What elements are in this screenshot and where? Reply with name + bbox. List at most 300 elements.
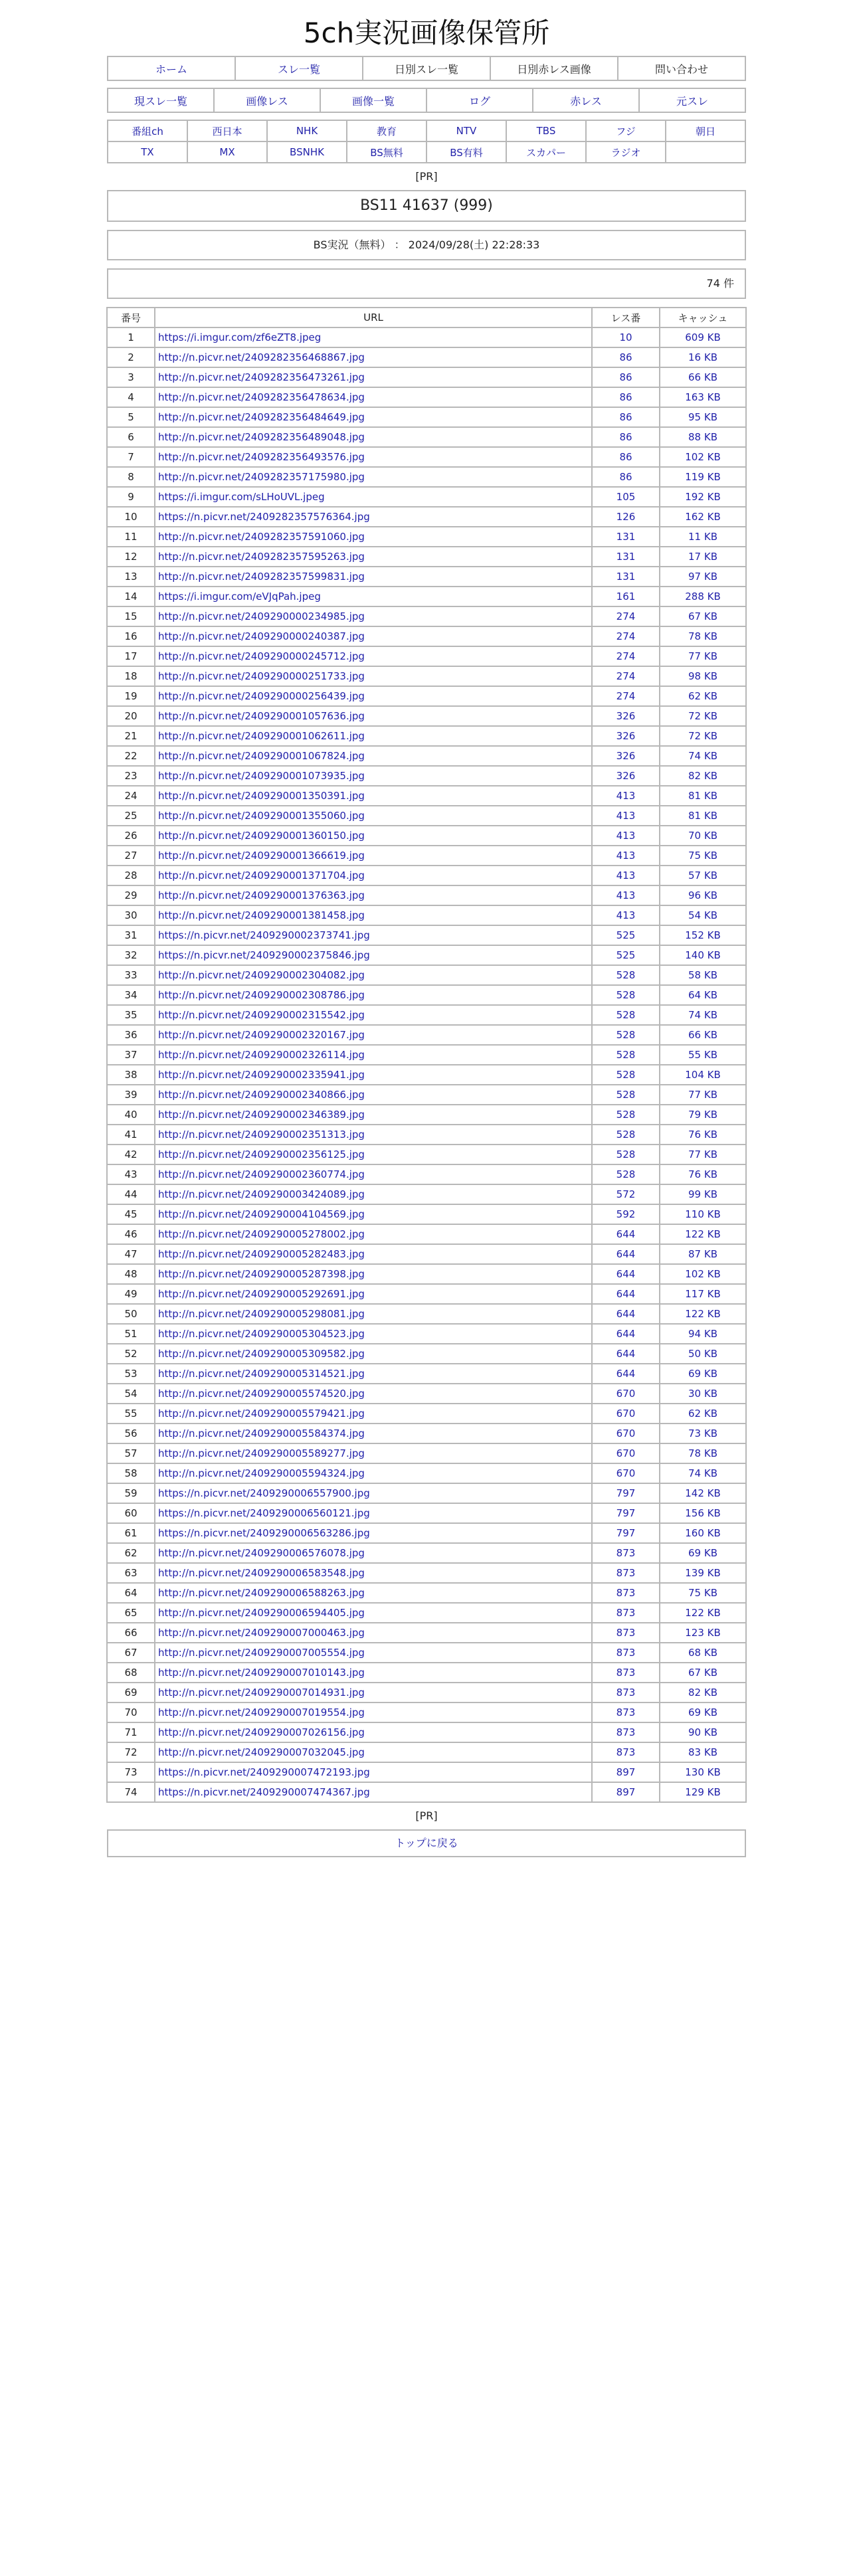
row-res-number-cell <box>592 1264 660 1284</box>
row-url-link[interactable]: http://n.picvr.net/2409290000240387.jpg <box>158 630 365 642</box>
row-url-link[interactable]: http://n.picvr.net/2409290005287398.jpg <box>158 1268 365 1280</box>
row-cache-size-link[interactable]: 67 KB <box>688 1667 717 1679</box>
row-url-link[interactable]: http://n.picvr.net/2409290005309582.jpg <box>158 1348 365 1360</box>
channel-link[interactable]: BS有料 <box>450 146 483 159</box>
row-url-link[interactable]: https://n.picvr.net/2409290002373741.jpg <box>158 929 370 941</box>
row-url-link[interactable]: http://n.picvr.net/2409282356468867.jpg <box>158 351 365 363</box>
row-url-link[interactable]: http://n.picvr.net/2409290001355060.jpg <box>158 810 365 822</box>
row-cache-size-link[interactable]: 104 KB <box>685 1069 721 1081</box>
row-cache-size-link[interactable]: 152 KB <box>685 929 721 941</box>
table-row <box>107 786 746 806</box>
row-cache-size-link[interactable]: 68 KB <box>688 1647 717 1659</box>
row-cache-size-link[interactable]: 77 KB <box>688 1149 717 1160</box>
row-cache-size-link[interactable]: 30 KB <box>688 1388 717 1400</box>
row-res-number-link[interactable]: 413 <box>616 889 636 901</box>
row-res-number-link[interactable]: 10 <box>619 331 632 343</box>
table-row <box>107 1583 746 1603</box>
row-res-number-link[interactable]: 413 <box>616 909 636 921</box>
row-cache-size-link[interactable]: 110 KB <box>685 1208 721 1220</box>
row-cache-size-link[interactable]: 117 KB <box>685 1288 721 1300</box>
row-url-link[interactable]: http://n.picvr.net/2409290002340866.jpg <box>158 1089 365 1101</box>
row-url-cell <box>155 1085 592 1105</box>
row-url-link[interactable]: http://n.picvr.net/2409290006594405.jpg <box>158 1607 365 1619</box>
row-number-cell: 66 <box>107 1623 155 1643</box>
row-res-number-cell <box>592 1145 660 1164</box>
row-url-cell <box>155 1563 592 1583</box>
row-cache-size-link[interactable]: 82 KB <box>688 770 717 782</box>
row-url-link[interactable]: http://n.picvr.net/2409290002346389.jpg <box>158 1109 365 1121</box>
row-res-number-link[interactable]: 274 <box>616 650 636 662</box>
row-cache-size-link[interactable]: 160 KB <box>685 1527 721 1539</box>
row-res-number-link[interactable]: 413 <box>616 870 636 881</box>
channel-cell <box>347 120 427 141</box>
row-cache-size-link[interactable]: 88 KB <box>688 431 717 443</box>
row-url-link[interactable]: http://n.picvr.net/2409290001062611.jpg <box>158 730 365 742</box>
row-res-number-link[interactable]: 797 <box>616 1507 636 1519</box>
row-res-number-link[interactable]: 274 <box>616 610 636 622</box>
channel-link[interactable]: NTV <box>456 125 477 137</box>
row-url-link[interactable]: http://n.picvr.net/2409290005574520.jpg <box>158 1388 365 1400</box>
row-cache-size-link[interactable]: 81 KB <box>688 790 717 802</box>
row-res-number-link[interactable]: 413 <box>616 850 636 862</box>
row-res-number-link[interactable]: 897 <box>616 1766 636 1778</box>
row-cache-size-link[interactable]: 73 KB <box>688 1427 717 1439</box>
channel-link[interactable]: TX <box>141 146 154 158</box>
row-res-number-link[interactable]: 797 <box>616 1487 636 1499</box>
row-cache-size-link[interactable]: 99 KB <box>688 1188 717 1200</box>
row-cache-size-link[interactable]: 70 KB <box>688 830 717 842</box>
main-nav-link[interactable]: 日別スレ一覧 <box>394 62 458 76</box>
row-res-number-link[interactable]: 413 <box>616 830 636 842</box>
row-url-link[interactable]: http://n.picvr.net/2409290005579421.jpg <box>158 1408 365 1420</box>
row-res-number-link[interactable]: 528 <box>616 1129 636 1141</box>
row-res-number-link[interactable]: 644 <box>616 1368 636 1380</box>
row-url-link[interactable]: http://n.picvr.net/2409290000256439.jpg <box>158 690 365 702</box>
row-url-link[interactable]: http://n.picvr.net/2409290004104569.jpg <box>158 1208 365 1220</box>
row-res-number-link[interactable]: 131 <box>616 571 636 583</box>
row-cache-size-link[interactable]: 50 KB <box>688 1348 717 1360</box>
row-res-number-link[interactable]: 873 <box>616 1687 636 1699</box>
row-res-number-link[interactable]: 161 <box>616 591 636 602</box>
row-url-link[interactable]: http://n.picvr.net/2409290006583548.jpg <box>158 1567 365 1579</box>
row-res-number-link[interactable]: 873 <box>616 1587 636 1599</box>
row-cache-size-link[interactable]: 74 KB <box>688 1467 717 1479</box>
row-cache-size-link[interactable]: 75 KB <box>688 1587 717 1599</box>
row-url-link[interactable]: http://n.picvr.net/2409290000245712.jpg <box>158 650 365 662</box>
row-res-number-link[interactable]: 528 <box>616 1149 636 1160</box>
row-url-link[interactable]: https://n.picvr.net/2409282357576364.jpg <box>158 511 370 523</box>
row-res-number-link[interactable]: 644 <box>616 1288 636 1300</box>
row-res-number-cell <box>592 945 660 965</box>
row-res-number-link[interactable]: 644 <box>616 1348 636 1360</box>
row-cache-size-link[interactable]: 62 KB <box>688 1408 717 1420</box>
row-cache-size-link[interactable]: 67 KB <box>688 610 717 622</box>
row-cache-size-cell <box>660 487 746 507</box>
thread-nav-link[interactable]: 赤レス <box>570 94 602 108</box>
row-res-number-link[interactable]: 274 <box>616 630 636 642</box>
row-number-cell: 19 <box>107 686 155 706</box>
row-url-link[interactable]: http://n.picvr.net/2409290002304082.jpg <box>158 969 365 981</box>
row-res-number-link[interactable]: 572 <box>616 1188 636 1200</box>
row-res-number-link[interactable]: 873 <box>616 1706 636 1718</box>
row-cache-size-link[interactable]: 83 KB <box>688 1746 717 1758</box>
row-cache-size-link[interactable]: 139 KB <box>685 1567 721 1579</box>
row-cache-size-link[interactable]: 74 KB <box>688 750 717 762</box>
row-url-link[interactable]: https://i.imgur.com/zf6eZT8.jpeg <box>158 331 322 343</box>
row-url-link[interactable]: http://n.picvr.net/2409290005594324.jpg <box>158 1467 365 1479</box>
row-cache-size-link[interactable]: 609 KB <box>685 331 721 343</box>
table-row <box>107 846 746 866</box>
main-nav-link[interactable]: スレ一覧 <box>277 62 320 76</box>
row-cache-size-link[interactable]: 69 KB <box>688 1706 717 1718</box>
table-row <box>107 1204 746 1224</box>
row-res-number-cell <box>592 1065 660 1085</box>
row-url-link[interactable]: http://n.picvr.net/2409290001360150.jpg <box>158 830 365 842</box>
row-cache-size-link[interactable]: 102 KB <box>685 451 721 463</box>
row-cache-size-link[interactable]: 75 KB <box>688 850 717 862</box>
channel-link[interactable]: NHK <box>296 125 318 137</box>
row-cache-size-link[interactable]: 76 KB <box>688 1129 717 1141</box>
row-res-number-link[interactable]: 131 <box>616 551 636 563</box>
row-number-cell: 10 <box>107 507 155 527</box>
row-res-number-link[interactable]: 670 <box>616 1447 636 1459</box>
row-cache-size-link[interactable]: 54 KB <box>688 909 717 921</box>
row-cache-size-link[interactable]: 119 KB <box>685 471 721 483</box>
row-cache-size-link[interactable]: 79 KB <box>688 1109 717 1121</box>
row-res-number-link[interactable]: 86 <box>619 391 632 403</box>
row-url-link[interactable]: https://n.picvr.net/2409290007472193.jpg <box>158 1766 370 1778</box>
row-url-cell <box>155 1603 592 1623</box>
row-number-cell: 38 <box>107 1065 155 1085</box>
row-number-cell: 58 <box>107 1463 155 1483</box>
row-res-number-link[interactable]: 644 <box>616 1268 636 1280</box>
row-url-link[interactable]: http://n.picvr.net/2409290006576078.jpg <box>158 1547 365 1559</box>
row-number-cell: 41 <box>107 1125 155 1145</box>
row-url-link[interactable]: http://n.picvr.net/2409290001350391.jpg <box>158 790 365 802</box>
row-url-link[interactable]: http://n.picvr.net/2409290007000463.jpg <box>158 1627 365 1639</box>
row-res-number-link[interactable]: 528 <box>616 1168 636 1180</box>
row-url-link[interactable]: http://n.picvr.net/2409290003424089.jpg <box>158 1188 365 1200</box>
row-url-link[interactable]: http://n.picvr.net/2409290007032045.jpg <box>158 1746 365 1758</box>
row-url-link[interactable]: http://n.picvr.net/2409290000234985.jpg <box>158 610 365 622</box>
row-url-link[interactable]: http://n.picvr.net/2409290002315542.jpg <box>158 1009 365 1021</box>
row-cache-size-link[interactable]: 66 KB <box>688 1029 717 1041</box>
row-url-link[interactable]: http://n.picvr.net/2409290002351313.jpg <box>158 1129 365 1141</box>
row-cache-size-link[interactable]: 69 KB <box>688 1368 717 1380</box>
row-cache-size-link[interactable]: 192 KB <box>685 491 721 503</box>
row-res-number-link[interactable]: 525 <box>616 929 636 941</box>
row-res-number-link[interactable]: 873 <box>616 1607 636 1619</box>
row-url-link[interactable]: http://n.picvr.net/2409282356484649.jpg <box>158 411 365 423</box>
row-url-link[interactable]: http://n.picvr.net/2409282357175980.jpg <box>158 471 365 483</box>
row-number-cell: 26 <box>107 826 155 846</box>
row-url-link[interactable]: http://n.picvr.net/2409290001067824.jpg <box>158 750 365 762</box>
row-cache-size-link[interactable]: 66 KB <box>688 371 717 383</box>
row-url-link[interactable]: http://n.picvr.net/2409290002335941.jpg <box>158 1069 365 1081</box>
thread-nav-link[interactable]: ログ <box>468 94 490 108</box>
row-url-link[interactable]: http://n.picvr.net/2409290007026156.jpg <box>158 1726 365 1738</box>
row-res-number-link[interactable]: 644 <box>616 1308 636 1320</box>
row-res-number-link[interactable]: 326 <box>616 750 636 762</box>
main-nav-link[interactable]: 日別赤レス画像 <box>517 62 591 76</box>
row-res-number-link[interactable]: 873 <box>616 1667 636 1679</box>
row-url-link[interactable]: http://n.picvr.net/2409290001371704.jpg <box>158 870 365 881</box>
row-cache-size-link[interactable]: 17 KB <box>688 551 717 563</box>
row-url-link[interactable]: https://i.imgur.com/eVJqPah.jpeg <box>158 591 321 602</box>
row-number-cell: 27 <box>107 846 155 866</box>
row-res-number-cell <box>592 527 660 547</box>
row-cache-size-link[interactable]: 72 KB <box>688 730 717 742</box>
row-cache-size-link[interactable]: 11 KB <box>688 531 717 543</box>
row-res-number-link[interactable]: 592 <box>616 1208 636 1220</box>
row-cache-size-link[interactable]: 55 KB <box>688 1049 717 1061</box>
row-cache-size-link[interactable]: 129 KB <box>685 1786 721 1798</box>
row-url-link[interactable]: http://n.picvr.net/2409290005278002.jpg <box>158 1228 365 1240</box>
channel-link[interactable]: 西日本 <box>212 125 242 138</box>
row-res-number-link[interactable]: 644 <box>616 1328 636 1340</box>
row-res-number-link[interactable]: 873 <box>616 1547 636 1559</box>
row-url-cell <box>155 567 592 587</box>
row-res-number-link[interactable]: 326 <box>616 710 636 722</box>
row-cache-size-link[interactable]: 95 KB <box>688 411 717 423</box>
row-url-link[interactable]: http://n.picvr.net/2409290001366619.jpg <box>158 850 365 862</box>
row-res-number-link[interactable]: 897 <box>616 1786 636 1798</box>
row-url-link[interactable]: http://n.picvr.net/2409290002360774.jpg <box>158 1168 365 1180</box>
row-cache-size-link[interactable]: 162 KB <box>685 511 721 523</box>
row-url-link[interactable]: https://n.picvr.net/2409290006560121.jpg <box>158 1507 370 1519</box>
row-url-link[interactable]: http://n.picvr.net/2409282357599831.jpg <box>158 571 365 583</box>
row-cache-size-link[interactable]: 122 KB <box>685 1308 721 1320</box>
row-res-number-link[interactable]: 131 <box>616 531 636 543</box>
row-number-cell: 24 <box>107 786 155 806</box>
row-cache-size-link[interactable]: 123 KB <box>685 1627 721 1639</box>
row-number-cell: 44 <box>107 1184 155 1204</box>
row-res-number-link[interactable]: 528 <box>616 1029 636 1041</box>
row-res-number-link[interactable]: 86 <box>619 471 632 483</box>
row-res-number-link[interactable]: 86 <box>619 351 632 363</box>
row-cache-size-link[interactable]: 94 KB <box>688 1328 717 1340</box>
thread-nav-link[interactable]: 元スレ <box>676 94 708 108</box>
row-url-link[interactable]: http://n.picvr.net/2409290007010143.jpg <box>158 1667 365 1679</box>
row-url-link[interactable]: https://n.picvr.net/2409290006563286.jpg <box>158 1527 370 1539</box>
channel-cell <box>267 120 347 141</box>
row-number-cell: 68 <box>107 1663 155 1683</box>
back-to-top-link[interactable]: トップに戻る <box>395 1837 458 1849</box>
row-url-link[interactable]: http://n.picvr.net/2409290002320167.jpg <box>158 1029 365 1041</box>
row-res-number-link[interactable]: 873 <box>616 1746 636 1758</box>
row-url-link[interactable]: http://n.picvr.net/2409290002356125.jpg <box>158 1149 365 1160</box>
channel-link[interactable]: 教育 <box>376 125 397 138</box>
row-number-cell: 48 <box>107 1264 155 1284</box>
row-res-number-link[interactable]: 86 <box>619 371 632 383</box>
row-cache-size-link[interactable]: 74 KB <box>688 1009 717 1021</box>
row-cache-size-cell <box>660 1005 746 1025</box>
row-res-number-link[interactable]: 644 <box>616 1248 636 1260</box>
row-res-number-link[interactable]: 326 <box>616 770 636 782</box>
table-row <box>107 1145 746 1164</box>
row-res-number-link[interactable]: 670 <box>616 1388 636 1400</box>
row-cache-size-link[interactable]: 97 KB <box>688 571 717 583</box>
row-url-link[interactable]: http://n.picvr.net/2409282356489048.jpg <box>158 431 365 443</box>
row-cache-size-link[interactable]: 16 KB <box>688 351 717 363</box>
row-url-link[interactable]: http://n.picvr.net/2409290006588263.jpg <box>158 1587 365 1599</box>
thread-nav-cell <box>427 88 533 112</box>
row-url-link[interactable]: http://n.picvr.net/2409290005589277.jpg <box>158 1447 365 1459</box>
row-res-number-link[interactable]: 326 <box>616 730 636 742</box>
row-cache-size-link[interactable]: 58 KB <box>688 969 717 981</box>
row-res-number-link[interactable]: 644 <box>616 1228 636 1240</box>
row-url-link[interactable]: http://n.picvr.net/2409290005282483.jpg <box>158 1248 365 1260</box>
row-res-number-link[interactable]: 274 <box>616 670 636 682</box>
row-cache-size-cell <box>660 1164 746 1184</box>
row-url-link[interactable]: http://n.picvr.net/2409282356478634.jpg <box>158 391 365 403</box>
row-cache-size-link[interactable]: 76 KB <box>688 1168 717 1180</box>
row-cache-size-link[interactable]: 98 KB <box>688 670 717 682</box>
row-res-number-cell <box>592 1742 660 1762</box>
row-res-number-link[interactable]: 873 <box>616 1647 636 1659</box>
table-row <box>107 1563 746 1583</box>
row-cache-size-link[interactable]: 122 KB <box>685 1228 721 1240</box>
channel-link[interactable]: BSNHK <box>290 146 324 158</box>
channel-link[interactable]: MX <box>219 146 235 158</box>
row-number-cell: 47 <box>107 1244 155 1264</box>
row-res-number-link[interactable]: 86 <box>619 431 632 443</box>
row-cache-size-link[interactable]: 140 KB <box>685 949 721 961</box>
row-url-cell <box>155 387 592 407</box>
row-res-number-link[interactable]: 873 <box>616 1627 636 1639</box>
row-cache-size-cell <box>660 1065 746 1085</box>
main-nav-link[interactable]: 問い合わせ <box>654 62 708 76</box>
row-res-number-link[interactable]: 528 <box>616 1089 636 1101</box>
row-res-number-cell <box>592 1025 660 1045</box>
row-res-number-link[interactable]: 528 <box>616 1069 636 1081</box>
row-res-number-link[interactable]: 274 <box>616 690 636 702</box>
channel-link[interactable]: スカパー <box>525 146 566 159</box>
row-res-number-link[interactable]: 413 <box>616 790 636 802</box>
channel-link[interactable]: ラジオ <box>611 146 641 159</box>
row-res-number-link[interactable]: 413 <box>616 810 636 822</box>
channel-link[interactable]: フジ <box>616 125 636 138</box>
row-url-cell <box>155 1762 592 1782</box>
main-nav-link[interactable]: ホーム <box>155 62 187 76</box>
row-url-link[interactable]: http://n.picvr.net/2409282357595263.jpg <box>158 551 365 563</box>
row-cache-size-link[interactable]: 156 KB <box>685 1507 721 1519</box>
row-res-number-link[interactable]: 86 <box>619 411 632 423</box>
row-cache-size-link[interactable]: 163 KB <box>685 391 721 403</box>
row-cache-size-link[interactable]: 87 KB <box>688 1248 717 1260</box>
row-cache-size-link[interactable]: 81 KB <box>688 810 717 822</box>
row-res-number-link[interactable]: 528 <box>616 1109 636 1121</box>
thread-nav-link[interactable]: 現スレ一覧 <box>134 94 187 108</box>
row-cache-size-cell <box>660 1782 746 1802</box>
row-url-link[interactable]: https://n.picvr.net/2409290006557900.jpg <box>158 1487 370 1499</box>
row-cache-size-link[interactable]: 78 KB <box>688 1447 717 1459</box>
row-res-number-link[interactable]: 528 <box>616 969 636 981</box>
row-res-number-link[interactable]: 528 <box>616 1009 636 1021</box>
channel-link[interactable]: 朝日 <box>695 125 715 138</box>
row-cache-size-cell <box>660 1424 746 1443</box>
row-cache-size-link[interactable]: 77 KB <box>688 650 717 662</box>
row-cache-size-link[interactable]: 82 KB <box>688 1687 717 1699</box>
row-cache-size-link[interactable]: 130 KB <box>685 1766 721 1778</box>
channel-link[interactable]: 番組ch <box>132 125 163 138</box>
row-res-number-link[interactable]: 873 <box>616 1567 636 1579</box>
row-cache-size-link[interactable]: 62 KB <box>688 690 717 702</box>
table-row <box>107 1085 746 1105</box>
table-row <box>107 1643 746 1663</box>
row-url-cell <box>155 547 592 567</box>
row-cache-size-link[interactable]: 288 KB <box>685 591 721 602</box>
table-row <box>107 347 746 367</box>
row-url-link[interactable]: http://n.picvr.net/2409290001381458.jpg <box>158 909 365 921</box>
thread-nav-link[interactable]: 画像レス <box>246 94 288 108</box>
row-url-link[interactable]: http://n.picvr.net/2409290002308786.jpg <box>158 989 365 1001</box>
row-cache-size-link[interactable]: 122 KB <box>685 1607 721 1619</box>
row-res-number-link[interactable]: 670 <box>616 1427 636 1439</box>
row-url-link[interactable]: http://n.picvr.net/2409282357591060.jpg <box>158 531 365 543</box>
channel-link[interactable]: BS無料 <box>370 146 403 159</box>
row-res-number-link[interactable]: 105 <box>616 491 636 503</box>
row-url-link[interactable]: http://n.picvr.net/2409282356473261.jpg <box>158 371 365 383</box>
table-row <box>107 885 746 905</box>
row-cache-size-link[interactable]: 69 KB <box>688 1547 717 1559</box>
row-res-number-link[interactable]: 528 <box>616 1049 636 1061</box>
row-res-number-link[interactable]: 873 <box>616 1726 636 1738</box>
row-url-link[interactable]: http://n.picvr.net/2409290005314521.jpg <box>158 1368 365 1380</box>
row-cache-size-link[interactable]: 64 KB <box>688 989 717 1001</box>
row-cache-size-link[interactable]: 142 KB <box>685 1487 721 1499</box>
row-url-link[interactable]: http://n.picvr.net/2409290007014931.jpg <box>158 1687 365 1699</box>
row-cache-size-link[interactable]: 96 KB <box>688 889 717 901</box>
row-url-link[interactable]: http://n.picvr.net/2409290005298081.jpg <box>158 1308 365 1320</box>
row-res-number-cell <box>592 587 660 606</box>
row-cache-size-link[interactable]: 78 KB <box>688 630 717 642</box>
row-cache-size-link[interactable]: 90 KB <box>688 1726 717 1738</box>
row-url-link[interactable]: http://n.picvr.net/2409290001376363.jpg <box>158 889 365 901</box>
thread-nav-link[interactable]: 画像一覧 <box>351 94 395 108</box>
row-url-link[interactable]: http://n.picvr.net/2409290001073935.jpg <box>158 770 365 782</box>
row-cache-size-link[interactable]: 102 KB <box>685 1268 721 1280</box>
row-url-link[interactable]: http://n.picvr.net/2409290005292691.jpg <box>158 1288 365 1300</box>
row-url-link[interactable]: https://i.imgur.com/sLHoUVL.jpeg <box>158 491 325 503</box>
row-url-link[interactable]: https://n.picvr.net/2409290002375846.jpg <box>158 949 370 961</box>
row-url-link[interactable]: http://n.picvr.net/2409290002326114.jpg <box>158 1049 365 1061</box>
row-url-link[interactable]: http://n.picvr.net/2409290005584374.jpg <box>158 1427 365 1439</box>
channel-link[interactable]: TBS <box>536 125 556 137</box>
row-url-link[interactable]: http://n.picvr.net/2409290005304523.jpg <box>158 1328 365 1340</box>
row-res-number-link[interactable]: 670 <box>616 1408 636 1420</box>
row-res-number-link[interactable]: 797 <box>616 1527 636 1539</box>
row-res-number-link[interactable]: 528 <box>616 989 636 1001</box>
row-url-cell <box>155 367 592 387</box>
row-res-number-link[interactable]: 670 <box>616 1467 636 1479</box>
row-url-link[interactable]: http://n.picvr.net/2409290000251733.jpg <box>158 670 365 682</box>
row-url-link[interactable]: http://n.picvr.net/2409290007005554.jpg <box>158 1647 365 1659</box>
row-res-number-link[interactable]: 86 <box>619 451 632 463</box>
row-url-link[interactable]: http://n.picvr.net/2409290001057636.jpg <box>158 710 365 722</box>
row-cache-size-link[interactable]: 57 KB <box>688 870 717 881</box>
row-url-link[interactable]: https://n.picvr.net/2409290007474367.jpg <box>158 1786 370 1798</box>
row-res-number-link[interactable]: 126 <box>616 511 636 523</box>
row-url-link[interactable]: http://n.picvr.net/2409290007019554.jpg <box>158 1706 365 1718</box>
row-url-link[interactable]: http://n.picvr.net/2409282356493576.jpg <box>158 451 365 463</box>
row-res-number-link[interactable]: 525 <box>616 949 636 961</box>
table-row <box>107 1384 746 1404</box>
row-cache-size-link[interactable]: 77 KB <box>688 1089 717 1101</box>
row-cache-size-link[interactable]: 72 KB <box>688 710 717 722</box>
row-cache-size-cell <box>660 985 746 1005</box>
row-res-number-cell <box>592 766 660 786</box>
